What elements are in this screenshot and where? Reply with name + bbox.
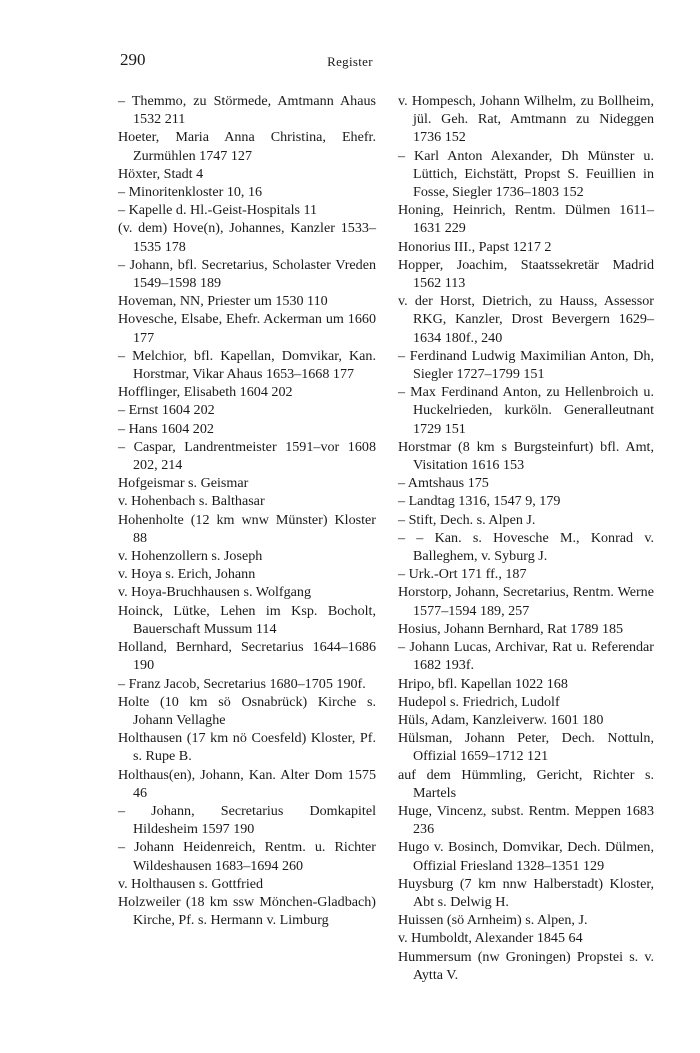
index-entry: Hosius, Johann Bernhard, Rat 1789 185 xyxy=(398,620,624,637)
index-entry: Hofgeismar s. Geismar xyxy=(118,475,249,492)
index-entry: – Landtag 1316, 1547 9, 179 xyxy=(398,493,561,510)
index-column-right xyxy=(398,92,654,984)
index-entry: – Johann, bfl. Secretarius, Scholaster Vreden 1549–1598 189 xyxy=(118,256,376,292)
index-entry: auf dem Hümmling, Gericht, Richter s. Martels xyxy=(398,766,654,801)
index-entry: Hoinck, Lütke, Lehen im Ksp. Bocholt, Bauerschaft Mussum 114 xyxy=(118,602,376,637)
index-entry: v. Hohenbach s. Balthasar xyxy=(118,493,265,510)
index-entry: Hripo, bfl. Kapellan 1022 168 xyxy=(398,675,568,692)
index-entry: Hopper, Joachim, Staatssekretär Madrid 1562 113 xyxy=(398,256,654,292)
index-entry: – Amtshaus 175 xyxy=(398,475,489,492)
index-entry: – Themmo, zu Störmede, Amtmann Ahaus 1532 211 xyxy=(118,93,376,128)
index-entry: – – Kan. s. Hovesche M., Konrad v. Balleghem, v. Syburg J. xyxy=(398,529,654,565)
index-entry: – Caspar, Landrentmeister 1591–vor 1608 202, 214 xyxy=(118,438,376,474)
index-entry: – Johann Heidenreich, Rentm. u. Richter Wildeshausen 1683–1694 260 xyxy=(118,839,376,874)
index-entry: Hülsman, Johann Peter, Dech. Nottuln, Offizial 1659–1712 121 xyxy=(398,730,654,765)
index-entry: Huysburg (7 km nnw Halberstadt) Kloster, Abt s. Delwig H. xyxy=(398,875,654,910)
index-entry: (v. dem) Hove(n), Johannes, Kanzler 1533–1535 178 xyxy=(118,220,376,255)
index-entry: Huge, Vincenz, subst. Rentm. Meppen 1683 236 xyxy=(398,802,654,838)
index-entry: Hugo v. Bosinch, Domvikar, Dech. Dülmen, Offizial Friesland 1328–1351 129 xyxy=(398,839,654,874)
index-entry: v. Hohenzollern s. Joseph xyxy=(118,548,263,565)
running-head: Register xyxy=(327,54,373,69)
index-entry: Holland, Bernhard, Secretarius 1644–1686 190 xyxy=(118,639,376,674)
index-entry: – Stift, Dech. s. Alpen J. xyxy=(398,511,536,528)
index-entry: Honorius III., Papst 1217 2 xyxy=(398,238,552,255)
index-entry: – Karl Anton Alexander, Dh Münster u. Lüttich, Eichstätt, Propst S. Feuillien in Fosse, Siegler 1736–1803 152 xyxy=(398,147,654,201)
index-entry: – Minoritenkloster 10, 16 xyxy=(118,184,263,201)
index-entry: – Franz Jacob, Secretarius 1680–1705 190f. xyxy=(118,675,366,692)
index-entry: v. der Horst, Dietrich, zu Hauss, Assessor RKG, Kanzler, Drost Bevergern 1629–1634 180f., 240 xyxy=(398,293,654,346)
page-number: 290 xyxy=(120,50,146,69)
index-entry: Hovesche, Elsabe, Ehefr. Ackerman um 1660 177 xyxy=(118,311,376,346)
index-entry: Horstmar (8 km s Burgsteinfurt) bfl. Amt, Visitation 1616 153 xyxy=(398,438,654,474)
index-entry: v. Hoya s. Erich, Johann xyxy=(118,566,256,583)
index-entry: Holthausen (17 km nö Coesfeld) Kloster, Pf. s. Rupe B. xyxy=(118,730,376,765)
index-entry: – Max Ferdinand Anton, zu Hellenbroich u. Huckelrieden, kurköln. Generalleutnant 1729 151 xyxy=(398,384,654,437)
index-entry: Hüls, Adam, Kanzleiverw. 1601 180 xyxy=(398,711,604,728)
index-entry: Hoeter, Maria Anna Christina, Ehefr. Zurmühlen 1747 127 xyxy=(118,129,376,164)
index-entry: – Johann Lucas, Archivar, Rat u. Referendar 1682 193f. xyxy=(398,639,654,674)
index-entry: – Johann, Secretarius Domkapitel Hildesheim 1597 190 xyxy=(118,802,376,838)
index-column-left xyxy=(118,92,376,929)
index-entry: – Hans 1604 202 xyxy=(118,420,214,437)
index-entry: Hudepol s. Friedrich, Ludolf xyxy=(398,693,560,710)
index-entry: Hohenholte (12 km wnw Münster) Kloster 88 xyxy=(118,511,376,546)
index-entry: Hoveman, NN, Priester um 1530 110 xyxy=(118,293,328,310)
index-entry: Holthaus(en), Johann, Kan. Alter Dom 1575 46 xyxy=(118,766,376,801)
index-entry: Holte (10 km sö Osnabrück) Kirche s. Johann Vellaghe xyxy=(118,693,376,728)
index-entry: – Kapelle d. Hl.-Geist-Hospitals 11 xyxy=(118,202,318,219)
index-entry: Hofflinger, Elisabeth 1604 202 xyxy=(118,384,293,401)
index-entry: Holzweiler (18 km ssw Mönchen-Gladbach) Kirche, Pf. s. Hermann v. Limburg xyxy=(118,893,376,929)
index-entry: v. Hoya-Bruchhausen s. Wolfgang xyxy=(118,584,312,601)
index-entry: – Melchior, bfl. Kapellan, Domvikar, Kan. Horstmar, Vikar Ahaus 1653–1668 177 xyxy=(118,347,376,383)
index-entry: Honing, Heinrich, Rentm. Dülmen 1611–1631 229 xyxy=(398,202,654,237)
index-entry: v. Holthausen s. Gottfried xyxy=(118,875,264,892)
index-entry: v. Hompesch, Johann Wilhelm, zu Bollheim, jül. Geh. Rat, Amtmann zu Nideggen 1736 152 xyxy=(398,93,654,146)
index-entry: v. Humboldt, Alexander 1845 64 xyxy=(398,930,583,947)
index-entry: – Ernst 1604 202 xyxy=(118,402,215,419)
index-entry: Huissen (sö Arnheim) s. Alpen, J. xyxy=(398,912,588,929)
index-entry: – Ferdinand Ludwig Maximilian Anton, Dh, Siegler 1727–1799 151 xyxy=(398,347,654,383)
index-entry: – Urk.-Ort 171 ff., 187 xyxy=(398,566,527,583)
index-entry: Höxter, Stadt 4 xyxy=(118,165,204,182)
index-entry: Horstorp, Johann, Secretarius, Rentm. Werne 1577–1594 189, 257 xyxy=(398,584,654,619)
index-entry: Hummersum (nw Groningen) Propstei s. v. Aytta V. xyxy=(398,948,654,983)
